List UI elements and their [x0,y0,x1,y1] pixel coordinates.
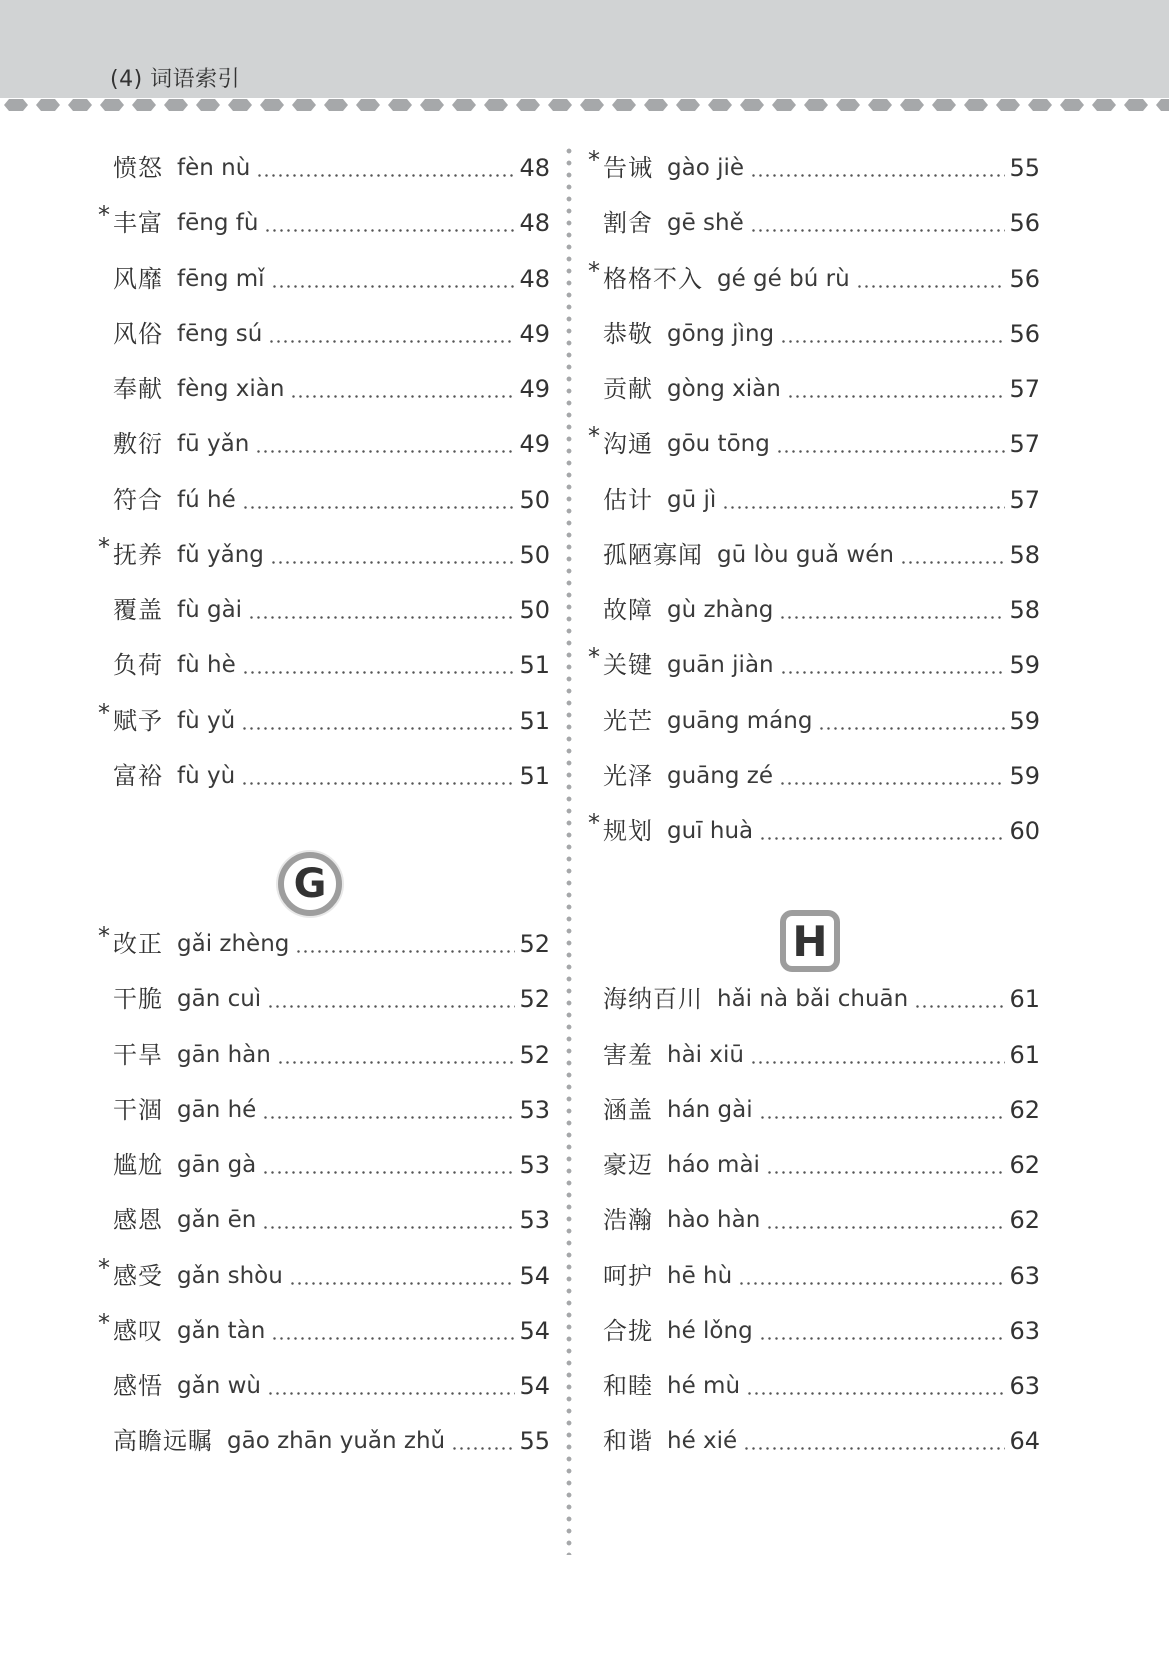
dot-leader [787,395,1006,398]
star-icon: * [98,201,110,229]
dot-leader [900,561,1005,564]
index-entry[interactable]: 故障 gù zhàng 58 [603,596,1040,624]
index-entry[interactable]: 和谐 hé xié 64 [603,1427,1040,1455]
index-entry[interactable]: 和睦 hé mù 63 [603,1372,1040,1400]
dot-leader [914,1005,1005,1008]
section-letter-h-badge: H [780,910,840,972]
dot-leader [277,1061,516,1064]
index-entry[interactable]: 负荷 fù hè 51 [113,651,550,679]
star-icon: * [98,1309,110,1337]
dot-leader [242,506,516,509]
dot-leader [780,671,1006,674]
index-entry[interactable]: 害羞 hài xiū 61 [603,1041,1040,1069]
dot-leader [267,1005,515,1008]
dot-leader [759,1116,1006,1119]
index-entry[interactable]: 海纳百川 hǎi nà bǎi chuān 61 [603,985,1040,1013]
page-header [0,0,1169,98]
dot-leader [766,1171,1006,1174]
index-entry[interactable]: * 沟通 gōu tōng 57 [585,426,1040,462]
index-entry[interactable]: * 规划 guī huà 60 [585,813,1040,849]
dot-leader [779,616,1005,619]
dot-leader [759,1337,1006,1340]
section-letter-g-badge: G [278,852,342,916]
dot-leader [818,727,1005,730]
index-entry[interactable]: * 告诫 gào jiè 55 [585,150,1040,186]
index-entry[interactable]: 呵护 hē hù 63 [603,1262,1040,1290]
section-title: (4) 词语索引 [110,67,241,92]
dot-leader [746,1392,1005,1395]
dot-leader [766,1226,1005,1229]
index-entry[interactable]: * 丰富 fēng fù 48 [95,205,550,241]
dot-leader [750,174,1005,177]
dot-leader [241,782,515,785]
star-icon: * [588,257,600,285]
dot-leader [295,950,515,953]
index-entry[interactable]: 富裕 fù yù 51 [113,762,550,790]
index-entry[interactable]: 干旱 gān hàn 52 [113,1041,550,1069]
decorative-band [0,98,1169,112]
index-entry[interactable]: 感恩 gǎn ēn 53 [113,1206,550,1234]
star-icon: * [98,1254,110,1282]
column-divider [566,145,572,1555]
dot-leader [256,174,515,177]
index-entry[interactable]: 光芒 guāng máng 59 [603,707,1040,735]
dot-leader [241,727,515,730]
index-entry[interactable]: 符合 fú hé 50 [113,486,550,514]
index-entry[interactable]: 孤陋寡闻 gū lòu guǎ wén 58 [603,541,1040,569]
index-entry[interactable]: 干脆 gān cuì 52 [113,985,550,1013]
dot-leader [759,837,1005,840]
index-entry[interactable]: 干涸 gān hé 53 [113,1096,550,1124]
dot-leader [248,616,515,619]
dot-leader [779,782,1005,785]
index-entry[interactable]: 覆盖 fù gài 50 [113,596,550,624]
index-entry[interactable]: 合拢 hé lǒng 63 [603,1317,1040,1345]
index-entry[interactable]: * 抚养 fǔ yǎng 50 [95,537,550,573]
index-entry[interactable]: * 感受 gǎn shòu 54 [95,1258,550,1294]
dot-leader [451,1447,515,1450]
star-icon: * [588,422,600,450]
star-icon: * [98,922,110,950]
dot-leader [262,1116,515,1119]
dot-leader [738,1282,1005,1285]
lattice-pattern-icon [0,98,1169,112]
dot-leader [262,1171,515,1174]
star-icon: * [98,533,110,561]
dot-leader [856,285,1006,288]
index-entry[interactable]: 贡献 gòng xiàn 57 [603,375,1040,403]
index-entry[interactable]: 割舍 gē shě 56 [603,209,1040,237]
star-icon: * [588,809,600,837]
dot-leader [776,450,1006,453]
dot-leader [271,285,516,288]
index-entry[interactable]: * 赋予 fù yǔ 51 [95,703,550,739]
index-entry[interactable]: 愤怒 fèn nù 48 [113,154,550,182]
index-entry[interactable]: 敷衍 fū yǎn 49 [113,430,550,458]
star-icon: * [588,643,600,671]
index-entry[interactable]: * 格格不入 gé gé bú rù 56 [585,261,1040,297]
index-entry[interactable]: 高瞻远瞩 gāo zhān yuǎn zhǔ 55 [113,1427,550,1455]
index-entry[interactable]: 奉献 fèng xiàn 49 [113,375,550,403]
index-entry[interactable]: 恭敬 gōng jìng 56 [603,320,1040,348]
index-entry[interactable]: 估计 gū jì 57 [603,486,1040,514]
index-entry[interactable]: 尴尬 gān gà 53 [113,1151,550,1179]
index-entry[interactable]: 光泽 guāng zé 59 [603,762,1040,790]
dot-leader [264,229,515,232]
index-entry[interactable]: 豪迈 háo mài 62 [603,1151,1040,1179]
index-entry[interactable]: 感悟 gǎn wù 54 [113,1372,550,1400]
index-entry[interactable]: 浩瀚 hào hàn 62 [603,1206,1040,1234]
dot-leader [268,340,515,343]
index-entry[interactable]: * 改正 gǎi zhèng 52 [95,926,550,962]
dot-leader [743,1447,1005,1450]
dot-leader [780,340,1005,343]
star-icon: * [588,146,600,174]
star-icon: * [98,699,110,727]
dot-leader [255,450,515,453]
dot-leader [290,395,515,398]
dot-leader [750,1061,1006,1064]
index-entry[interactable]: 涵盖 hán gài 62 [603,1096,1040,1124]
dot-leader [262,1226,515,1229]
index-entry[interactable]: 风俗 fēng sú 49 [113,320,550,348]
dot-leader [270,561,516,564]
index-entry[interactable]: * 感叹 gǎn tàn 54 [95,1313,550,1349]
index-entry[interactable]: 风靡 fēng mǐ 48 [113,265,550,293]
dot-leader [242,671,516,674]
dot-leader [722,506,1005,509]
index-entry[interactable]: * 关键 guān jiàn 59 [585,647,1040,683]
dot-leader [271,1337,515,1340]
dot-leader [289,1282,516,1285]
dot-leader [267,1392,515,1395]
dot-leader [750,229,1006,232]
